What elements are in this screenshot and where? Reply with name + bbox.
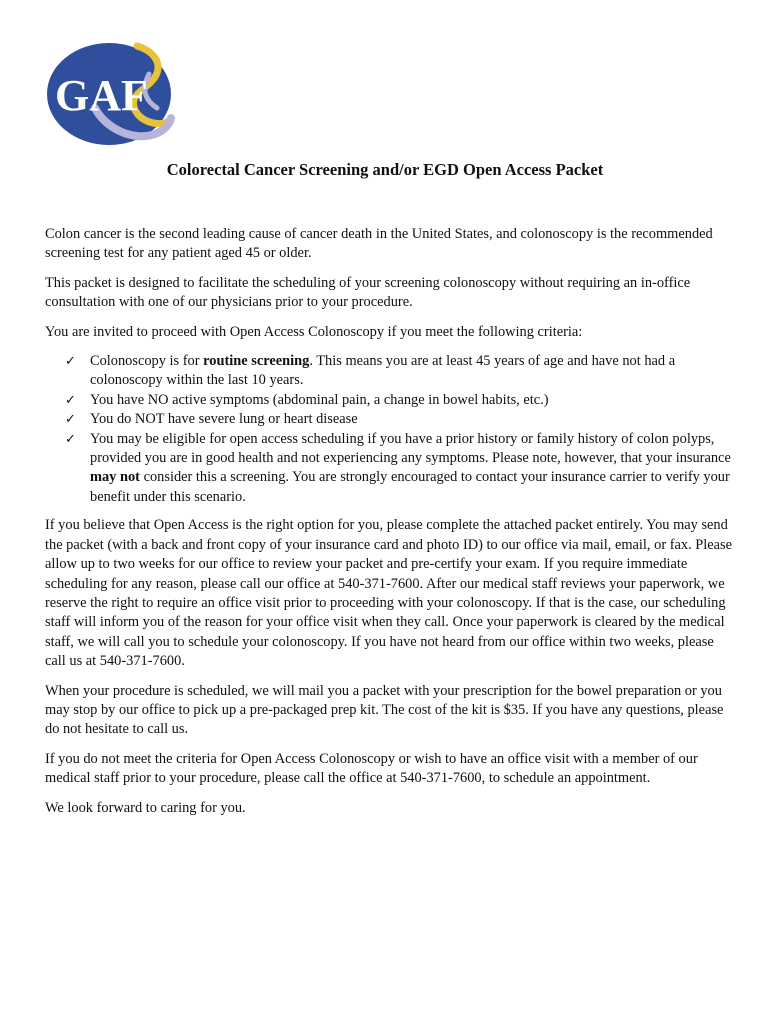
document-body [45, 225, 735, 828]
intro-paragraph: Colon cancer is the second leading cause of cancer death in the United States, and colonoscopy is the recommended screening test for any patient aged 45 or older. [45, 226, 713, 262]
criteria-item-bold-text: routine screening [203, 353, 310, 370]
checkmark-icon: ✓ [65, 354, 76, 370]
page-title: Colorectal Cancer Screening and/or EGD Open Access Packet [166, 160, 604, 179]
gaf-logo-graphic [45, 38, 175, 146]
criteria-item-text: Colonoscopy is for [90, 353, 204, 370]
checkmark-icon: ✓ [65, 412, 76, 428]
criteria-item-text: . This means you are at least 45 years of age and have not had a colonoscopy within the last 10 years. [90, 353, 676, 389]
checkmark-icon: ✓ [65, 392, 76, 408]
criteria-list [45, 352, 735, 507]
criteria-item-text: You do NOT have severe lung or heart disease [90, 411, 358, 428]
scheduling-paragraph: When your procedure is scheduled, we will mail you a packet with your prescription for the bowel preparation or you may stop by our office to pick up a pre-packaged prep kit. The cost of the kit is $35. If you have any questions, please do not hesitate to call us. [45, 682, 724, 738]
criteria-item-text: You have NO active symptoms (abdominal pain, a change in bowel habits, etc.) [90, 391, 549, 408]
criteria-item [45, 352, 735, 391]
alternative-paragraph: If you do not meet the criteria for Open Access Colonoscopy or wish to have an office visit with a member of our medical staff prior to your procedure, please call the office at 540-371-7600, to schedule an appointment. [45, 750, 698, 787]
purpose-paragraph: This packet is designed to facilitate the scheduling of your screening colonoscopy without requiring an in-office consultation with one of our physicians prior to your procedure. [45, 274, 691, 311]
criteria-item-text: You may be eligible for open access scheduling if you have a prior history or family history of colon polyps, provided you are in good health and not experiencing any symptoms. Please note, however, that your insurance [90, 430, 731, 467]
closing-paragraph: We look forward to caring for you. [45, 799, 246, 816]
criteria-intro-paragraph: You are invited to proceed with Open Access Colonoscopy if you meet the following criteria: [45, 323, 583, 340]
logo-text: GAF [55, 71, 148, 120]
criteria-item [45, 391, 735, 410]
criteria-item-text: consider this a screening. You are strongly encouraged to contact your insurance carrier to verify your benefit under this scenario. [90, 469, 730, 505]
instructions-paragraph: If you believe that Open Access is the right option for you, please complete the attached packet entirely. You may send the packet (with a back and front copy of your insurance card and photo ID) to our office via mail, email, or fax. Please allow up to two weeks for our office to review your packet and pre-certify your exam. If you require immediate scheduling for any reason, please call our office at 540-371-7600. After our medical staff reviews your paperwork, we reserve the right to require an office visit prior to proceeding with your colonoscopy. If that is the case, our scheduling staff will inform you of the reason for your office visit when they call. Once your paperwork is cleared by the medical staff, we will call you to schedule your colonoscopy. If you have not heard from our office within two weeks, please call us at 540-371-7600. [45, 517, 733, 670]
criteria-item [45, 430, 735, 508]
criteria-item [45, 410, 735, 429]
criteria-item-bold-text: may not [90, 469, 140, 486]
gaf-logo [45, 38, 175, 146]
checkmark-icon: ✓ [65, 431, 76, 447]
